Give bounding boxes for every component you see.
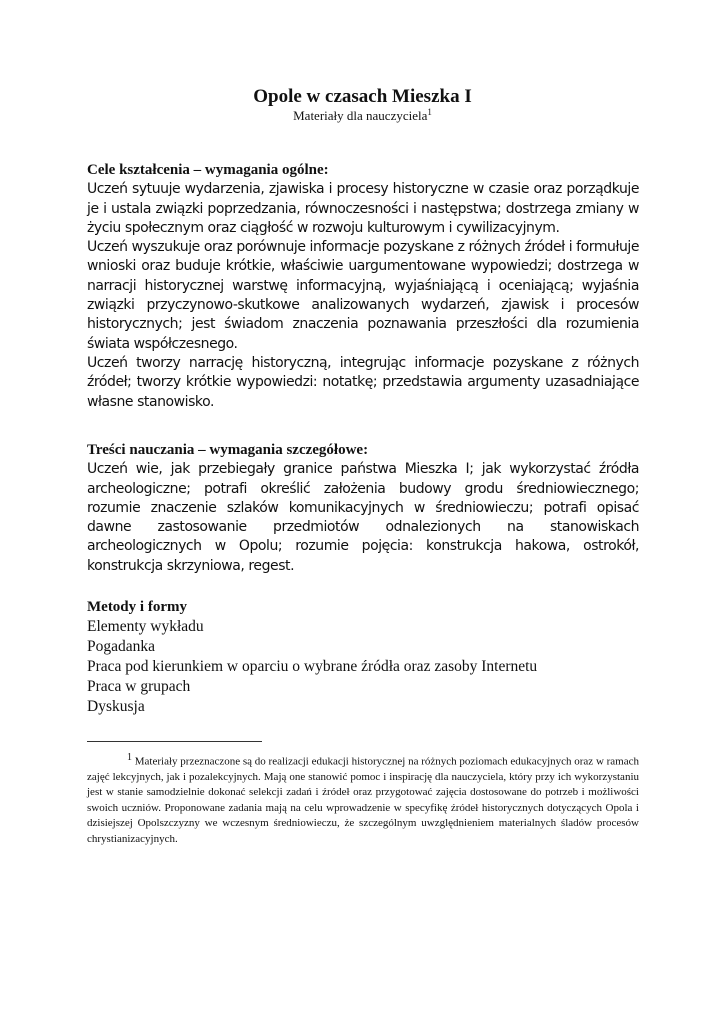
content-paragraph: Uczeń wie, jak przebiegały granice państwa Mieszka I; jak wykorzystać źródła archeologiczne; potrafi określić założenia budowy grodu średniowiecznego; rozumie znaczenie szlaków komunikacyjnych w średniowieczu; potrafi opisać dawne zastosowanie przedmiotów odnalezionych na stanowiskach archeologicznych w Opolu; rozumie pojęcia: konstrukcja hakowa, ostrokół, konstrukcja skrzyniowa, regest. <box>87 461 639 574</box>
method-item: Pogadanka <box>87 638 156 656</box>
method-item: Praca w grupach <box>87 678 191 696</box>
content-section <box>87 441 639 576</box>
goals-heading: Cele kształcenia – wymagania ogólne: <box>87 162 329 178</box>
methods-section <box>87 598 639 717</box>
document-subtitle <box>0 108 725 124</box>
footnote-text: Materiały przeznaczone są do realizacji edukacji historycznej na różnych poziomach edukacyjnych oraz w ramach zajęć lekcyjnych, jak i pozalekcyjnych. Mają one stanowić pomoc i inspirację dla nauczyciela, który przy ich wykorzystaniu jest w stanie samodzielnie dokonać selekcji zadań i źródeł oraz przygotować zajęcia dostosowane do potrzeb i możliwości swoich uczniów. Proponowane zadania mają na celu wprowadzenie w specyfikę źródeł historycznych dotyczących Opola i dzisiejszej Opolszczyzny we wczesnym średniowieczu, że szczególnym uwzględnieniem materialnych śladów procesów chrystianizacyjnych. <box>87 755 640 845</box>
method-item: Elementy wykładu <box>87 618 204 636</box>
goals-section <box>87 161 639 412</box>
document-title: Opole w czasach Mieszka I <box>253 86 472 107</box>
methods-heading: Metody i formy <box>87 599 187 615</box>
subtitle-text: Materiały dla nauczyciela <box>293 108 428 123</box>
content-heading: Treści nauczania – wymagania szczegółowe: <box>87 442 369 458</box>
footnote <box>87 750 639 847</box>
method-item: Dyskusja <box>87 698 145 716</box>
goals-paragraph: Uczeń sytuuje wydarzenia, zjawiska i procesy historyczne w czasie oraz porządkuje je i ustala związki poprzedzania, równoczesności i następstwa; dostrzega zmiany w życiu społecznym oraz ciągłość w rozwoju kulturowym i cywilizacyjnym. <box>87 181 639 236</box>
footnote-marker: 1 <box>127 752 132 763</box>
footnote-separator <box>87 741 262 742</box>
method-item: Praca pod kierunkiem w oparciu o wybrane źródła oraz zasoby Internetu <box>87 658 538 676</box>
footnote-reference[interactable]: 1 <box>427 107 432 117</box>
goals-paragraph: Uczeń wyszukuje oraz porównuje informacje pozyskane z różnych źródeł i formułuje wnioski oraz buduje krótkie, właściwie uargumentowane wypowiedzi; dostrzega w narracji historycznej warstwę informacyjną, wyjaśniającą i oceniającą; wyjaśnia związki przyczynowo-skutkowe analizowanych wydarzeń, zjawisk i procesów historycznych; jest świadom znaczenia poznawania przeszłości dla rozumienia świata współczesnego. <box>87 239 639 352</box>
goals-paragraph: Uczeń tworzy narrację historyczną, integrując informacje pozyskane z różnych źródeł; tworzy krótkie wypowiedzi: notatkę; przedstawia argumenty uzasadniające własne stanowisko. <box>87 354 639 410</box>
